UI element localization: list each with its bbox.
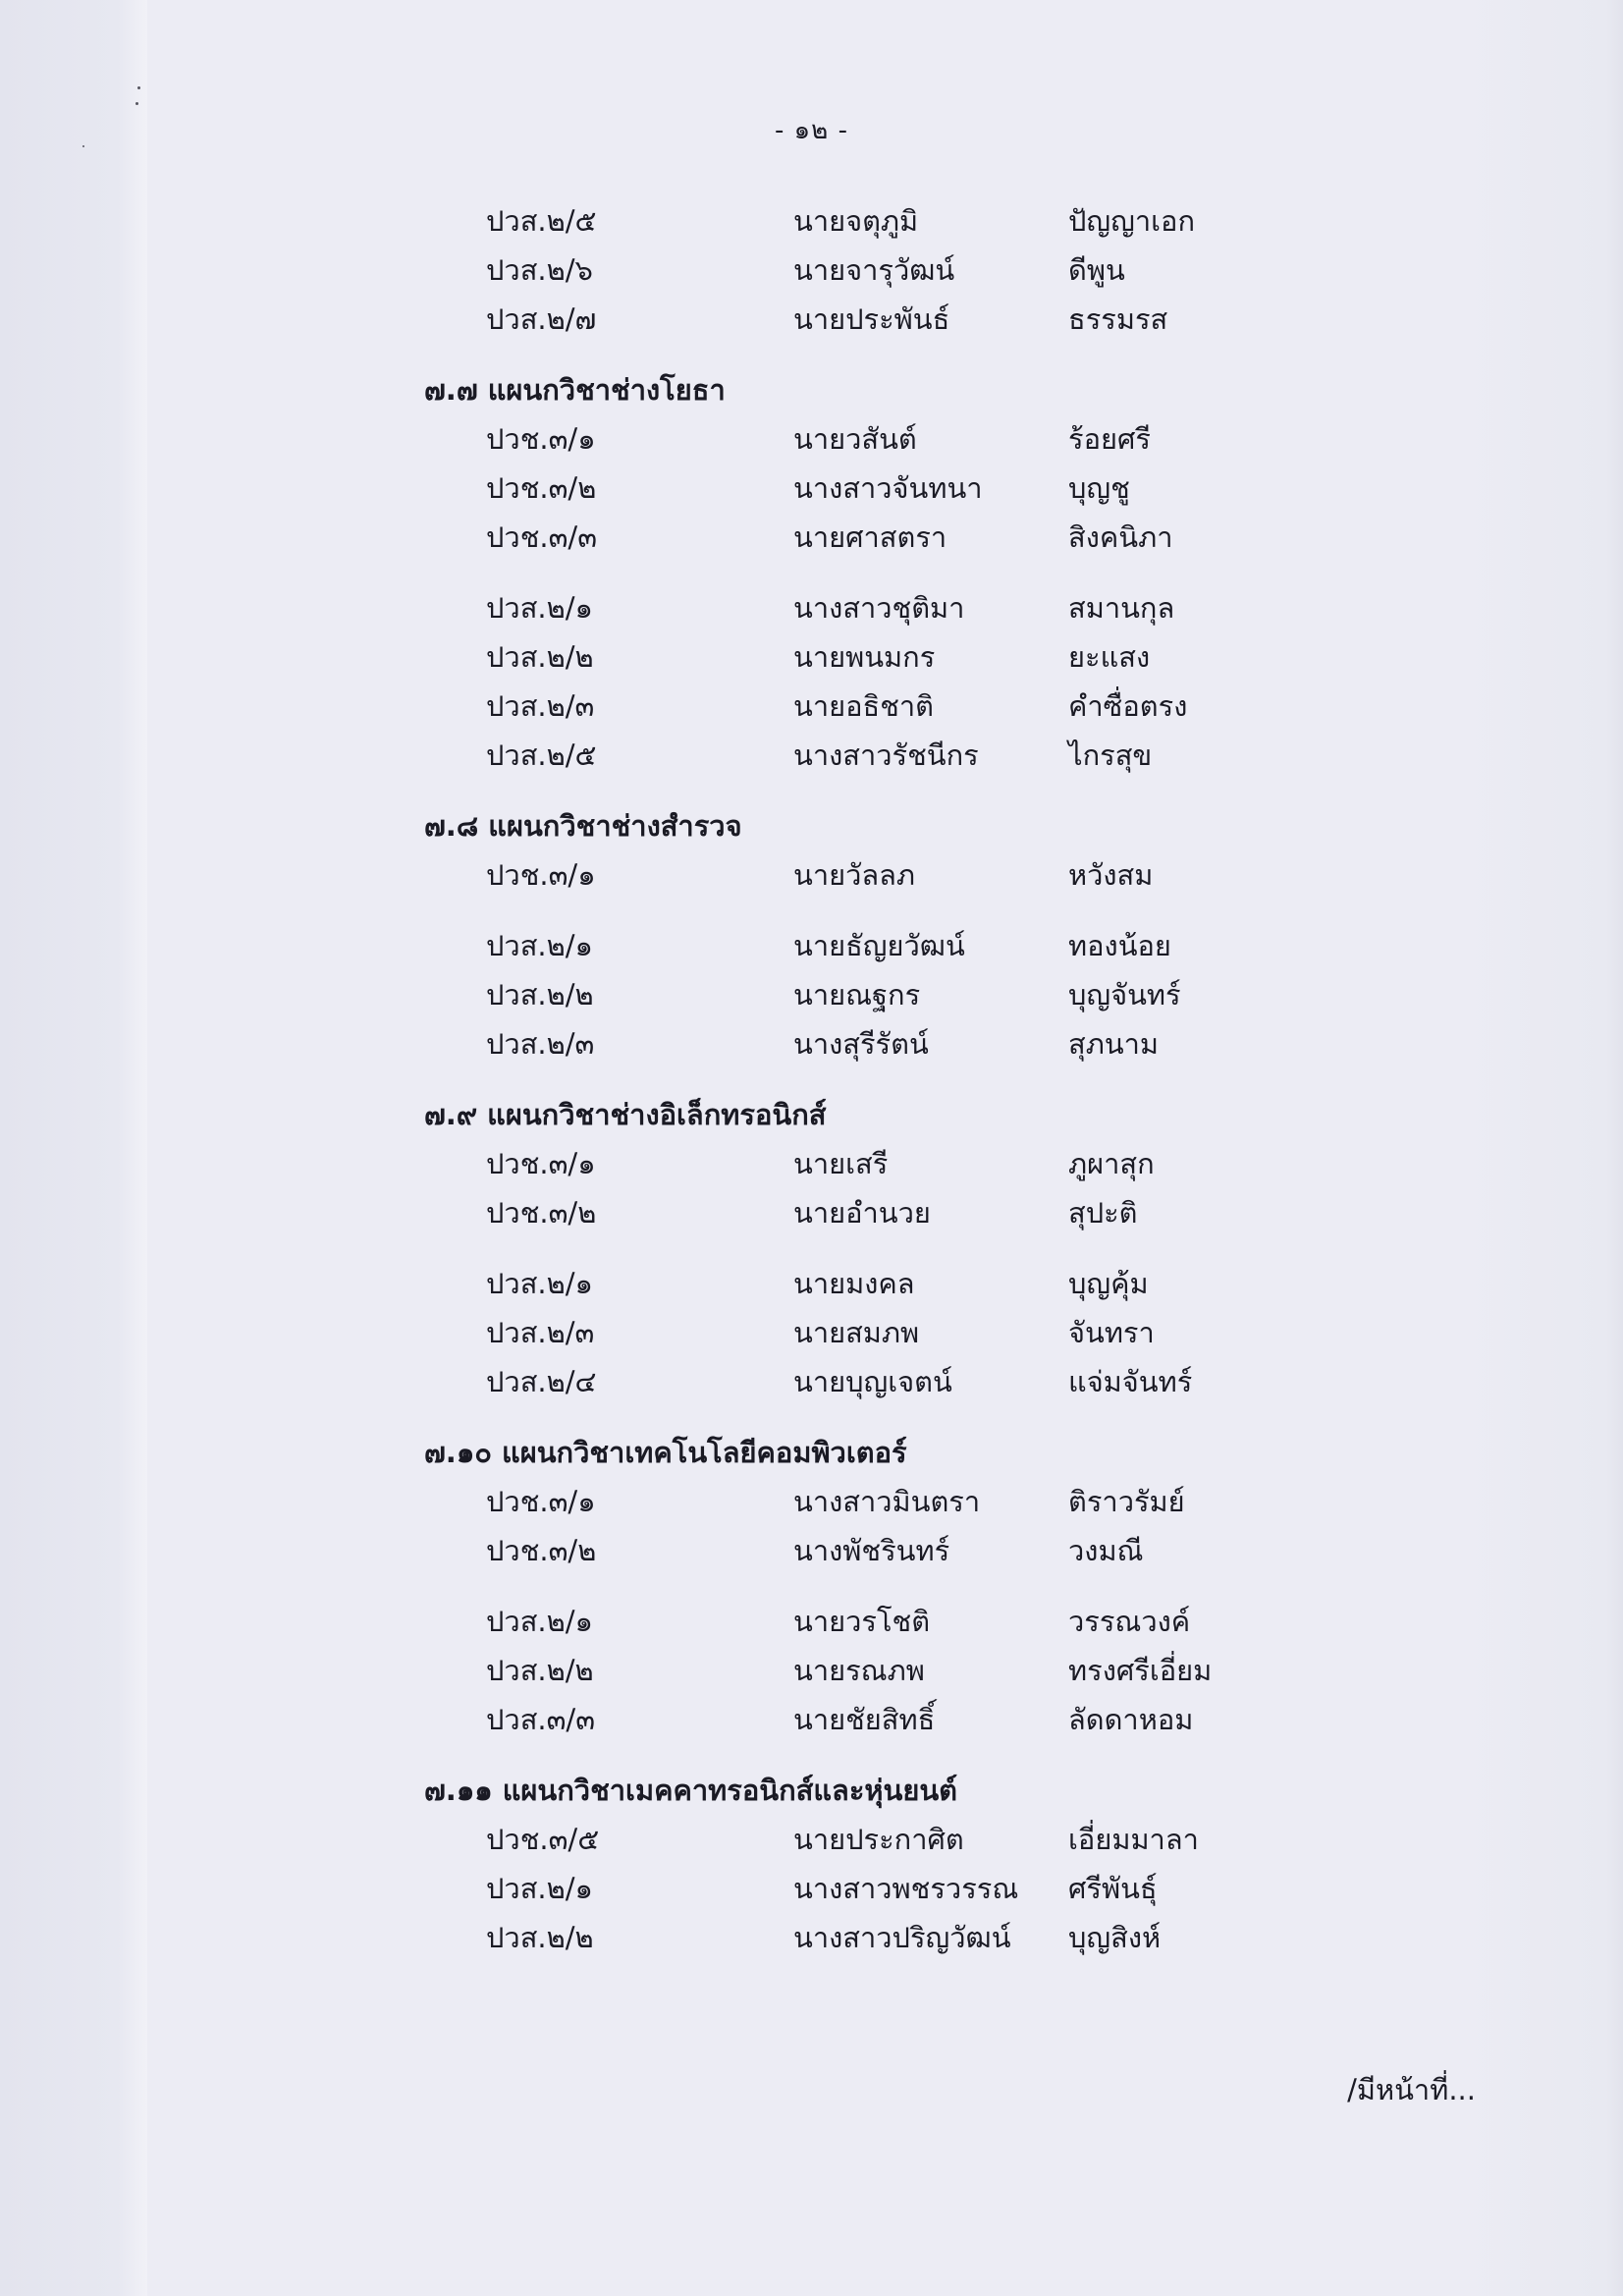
class-code: ปวส.๒/๒: [486, 1654, 594, 1687]
first-name: นายเสรี: [793, 1147, 889, 1180]
last-name: วงมณี: [1068, 1534, 1144, 1567]
last-name: ไกรสุข: [1068, 738, 1153, 772]
last-name: วรรณวงค์: [1068, 1605, 1191, 1638]
first-name: นางสาวพชรวรรณ: [793, 1872, 1019, 1905]
row-group: [0, 583, 1623, 780]
class-code: ปวส.๒/๓: [486, 1027, 595, 1061]
class-code: ปวส.๒/๑: [486, 1267, 593, 1300]
last-name: จันทรา: [1068, 1316, 1155, 1349]
class-code: ปวช.๓/๒: [486, 1534, 597, 1567]
first-name: นายรณภพ: [793, 1654, 925, 1687]
first-name: นางสาวปริญวัฒน์: [793, 1921, 1011, 1954]
class-code: ปวส.๒/๗: [486, 302, 597, 336]
class-code: ปวช.๓/๑: [486, 1147, 596, 1180]
last-name: บุญชู: [1068, 471, 1130, 505]
last-name: ปัญญาเอก: [1068, 204, 1195, 238]
class-code: ปวช.๓/๑: [486, 1485, 596, 1518]
continuation-note: /มีหน้าที่...: [1347, 2073, 1476, 2106]
list-item: [0, 682, 1623, 731]
first-name: นายชัยสิทธิ์: [793, 1703, 936, 1736]
list-item: [0, 1019, 1623, 1068]
class-code: ปวส.๒/๒: [486, 640, 594, 674]
first-name: นางสาวจันทนา: [793, 471, 983, 505]
department-section: [0, 801, 1623, 1068]
last-name: แจ่มจันทร์: [1068, 1365, 1193, 1398]
first-name: นายบุญเจตน์: [793, 1365, 952, 1398]
class-code: ปวช.๓/๓: [486, 520, 598, 554]
class-code: ปวช.๓/๒: [486, 1196, 597, 1230]
row-group: [0, 414, 1623, 562]
list-item: [0, 1259, 1623, 1308]
last-name: ติราวรัมย์: [1068, 1485, 1185, 1518]
list-item: [0, 1188, 1623, 1237]
last-name: สิงคนิภา: [1068, 520, 1173, 554]
first-name: นายประพันธ์: [793, 302, 950, 336]
last-name: หวังสม: [1068, 858, 1154, 892]
list-item: [0, 921, 1623, 970]
first-name: นายอธิชาติ: [793, 689, 935, 723]
department-section: [0, 1766, 1623, 1962]
last-name: ลัดดาหอม: [1068, 1703, 1194, 1736]
last-name: ทรงศรีเอี่ยม: [1068, 1654, 1213, 1687]
row-group: [0, 196, 1623, 344]
last-name: บุญจันทร์: [1068, 978, 1181, 1011]
last-name: ร้อยศรี: [1068, 422, 1151, 456]
last-name: สมานกุล: [1068, 591, 1175, 625]
last-name: สุปะติ: [1068, 1196, 1138, 1230]
class-code: ปวส.๒/๑: [486, 929, 593, 962]
first-name: นายศาสตรา: [793, 520, 947, 554]
list-item: [0, 1815, 1623, 1864]
class-code: ปวส.๒/๑: [486, 1872, 593, 1905]
list-item: [0, 583, 1623, 632]
class-code: ปวส.๒/๑: [486, 1605, 593, 1638]
class-code: ปวส.๓/๓: [486, 1703, 596, 1736]
list-item: [0, 246, 1623, 295]
last-name: คำซื่อตรง: [1068, 689, 1188, 723]
class-code: ปวส.๒/๓: [486, 689, 595, 723]
first-name: นางสุรีรัตน์: [793, 1027, 929, 1061]
department-section: [0, 365, 1623, 780]
list-item: [0, 1139, 1623, 1188]
list-item: [0, 731, 1623, 780]
class-code: ปวส.๒/๔: [486, 1365, 597, 1398]
row-group: [0, 1477, 1623, 1575]
list-item: [0, 1695, 1623, 1744]
list-item: [0, 1913, 1623, 1962]
list-item: [0, 414, 1623, 464]
last-name: สุภนาม: [1068, 1027, 1160, 1061]
class-code: ปวส.๒/๖: [486, 253, 593, 287]
section-heading: ๗.๗ แผนกวิชาช่างโยธา: [424, 373, 726, 407]
department-section: [0, 1090, 1623, 1406]
list-item: [0, 1357, 1623, 1406]
class-code: ปวช.๓/๒: [486, 471, 597, 505]
scan-speck: [137, 86, 140, 89]
row-group: [0, 1597, 1623, 1744]
class-code: ปวส.๒/๒: [486, 978, 594, 1011]
list-item: [0, 1646, 1623, 1695]
section-heading: ๗.๘ แผนกวิชาช่างสำรวจ: [424, 809, 742, 843]
list-item: [0, 513, 1623, 562]
list-item: [0, 632, 1623, 682]
staff-list: [0, 196, 1623, 1984]
list-item: [0, 1526, 1623, 1575]
list-item: [0, 196, 1623, 246]
first-name: นายสมภพ: [793, 1316, 920, 1349]
last-name: เอี่ยมมาลา: [1068, 1823, 1199, 1856]
last-name: บุญสิงห์: [1068, 1921, 1162, 1954]
section-heading: ๗.๑๑ แผนกวิชาเมคคาทรอนิกส์และหุ่นยนต์: [424, 1774, 957, 1807]
first-name: นายธัญยวัฒน์: [793, 929, 965, 962]
first-name: นายประกาศิต: [793, 1823, 964, 1856]
row-group: [0, 850, 1623, 900]
list-item: [0, 1308, 1623, 1357]
list-item: [0, 295, 1623, 344]
list-item: [0, 1864, 1623, 1913]
last-name: ดีพูน: [1068, 253, 1125, 287]
first-name: นายพนมกร: [793, 640, 936, 674]
first-name: นางพัชรินทร์: [793, 1534, 950, 1567]
list-item: [0, 1477, 1623, 1526]
row-group: [0, 1139, 1623, 1237]
department-section: [0, 1428, 1623, 1744]
list-item: [0, 464, 1623, 513]
last-name: ทองน้อย: [1068, 929, 1171, 962]
first-name: นางสาวมินตรา: [793, 1485, 981, 1518]
section-heading: ๗.๑๐ แผนกวิชาเทคโนโลยีคอมพิวเตอร์: [424, 1436, 907, 1469]
first-name: นายมงคล: [793, 1267, 915, 1300]
first-name: นางสาวรัชนีกร: [793, 738, 979, 772]
class-code: ปวส.๒/๒: [486, 1921, 594, 1954]
first-name: นางสาวชุติมา: [793, 591, 965, 625]
row-group: [0, 921, 1623, 1068]
class-code: ปวส.๒/๕: [486, 738, 597, 772]
class-code: ปวส.๒/๓: [486, 1316, 595, 1349]
class-code: ปวส.๒/๕: [486, 204, 597, 238]
last-name: บุญคุ้ม: [1068, 1267, 1149, 1300]
class-code: ปวช.๓/๑: [486, 422, 596, 456]
list-item: [0, 1597, 1623, 1646]
class-code: ปวช.๓/๕: [486, 1823, 600, 1856]
first-name: นายจตุภูมิ: [793, 204, 919, 238]
list-item: [0, 970, 1623, 1019]
last-name: ภูผาสุก: [1068, 1147, 1155, 1180]
class-code: ปวช.๓/๑: [486, 858, 596, 892]
list-item: [0, 850, 1623, 900]
first-name: นายวัลลภ: [793, 858, 916, 892]
first-name: นายณฐกร: [793, 978, 921, 1011]
last-name: ธรรมรส: [1068, 302, 1168, 336]
last-name: ศรีพันธุ์: [1068, 1872, 1158, 1905]
row-group: [0, 1815, 1623, 1962]
scan-speck: [135, 102, 138, 105]
first-name: นายวรโชติ: [793, 1605, 931, 1638]
first-name: นายอำนวย: [793, 1196, 931, 1230]
first-name: นายจารุวัฒน์: [793, 253, 955, 287]
row-group: [0, 1259, 1623, 1406]
class-code: ปวส.๒/๑: [486, 591, 593, 625]
last-name: ยะแสง: [1068, 640, 1151, 674]
page-number: - ๑๒ -: [775, 116, 848, 145]
first-name: นายวสันต์: [793, 422, 917, 456]
section-heading: ๗.๙ แผนกวิชาช่างอิเล็กทรอนิกส์: [424, 1098, 827, 1131]
